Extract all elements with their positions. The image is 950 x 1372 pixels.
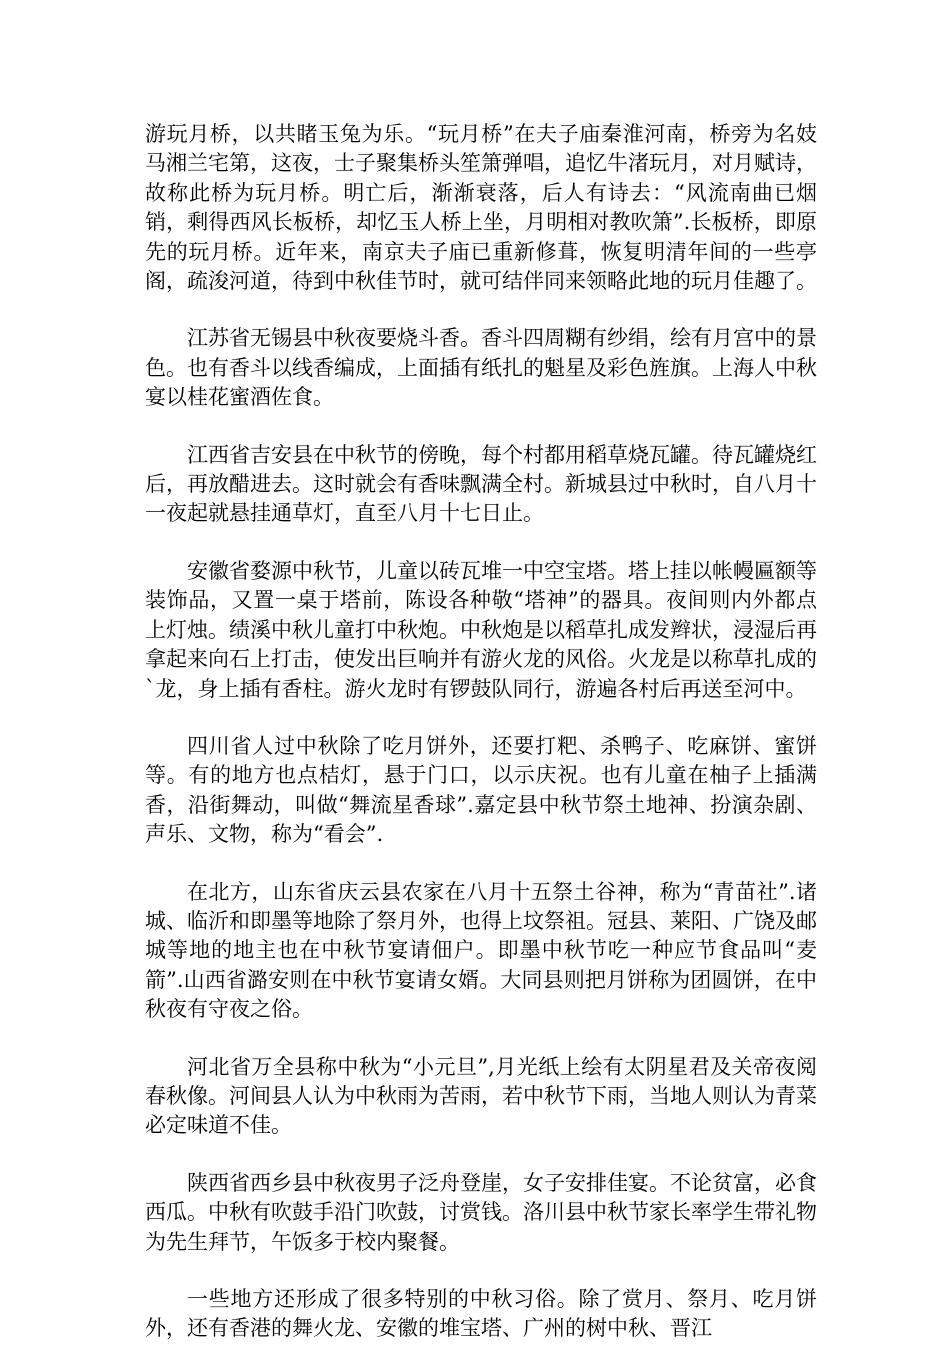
paragraph-special-customs: 一些地方还形成了很多特别的中秋习俗。除了赏月、祭月、吃月饼外，还有香港的舞火龙、安徽的堆宝塔、广州的树中秋、晋江 bbox=[145, 1287, 817, 1341]
paragraph-north-shandong-shanxi: 在北方，山东省庆云县农家在八月十五祭土谷神，称为“青苗社”.诸城、临沂和即墨等地除了祭月外，也得上坟祭祖。冠县、莱阳、广饶及邮城等地的地主也在中秋节宴请佃户。即墨中秋节吃一种应节食品叫“麦箭”.山西省潞安则在中秋节宴请女婿。大同县则把月饼称为团圆饼，在中秋夜有守夜之俗。 bbox=[145, 879, 817, 1022]
paragraph-jiangsu: 江苏省无锡县中秋夜要烧斗香。香斗四周糊有纱绢，绘有月宫中的景色。也有香斗以线香编成，上面插有纸扎的魁星及彩色旌旗。上海人中秋宴以桂花蜜酒佐食。 bbox=[145, 326, 817, 410]
paragraph-sichuan: 四川省人过中秋除了吃月饼外，还要打粑、杀鸭子、吃麻饼、蜜饼等。有的地方也点桔灯，悬于门口，以示庆祝。也有儿童在柚子上插满香，沿街舞动，叫做“舞流星香球”.嘉定县中秋节祭土地神、扮演杂剧、声乐、文物，称为“看会”. bbox=[145, 733, 817, 847]
paragraph-shaanxi: 陕西省西乡县中秋夜男子泛舟登崖，女子安排佳宴。不论贫富，必食西瓜。中秋有吹鼓手沿门吹鼓，讨赏钱。洛川县中秋节家长率学生带礼物为先生拜节，午饭多于校内聚餐。 bbox=[145, 1170, 817, 1254]
paragraph-continuation: 游玩月桥，以共睹玉兔为乐。“玩月桥”在夫子庙秦淮河南，桥旁为名妓马湘兰宅第，这夜，士子聚集桥头笙箫弹唱，追忆牛渚玩月，对月赋诗，故称此桥为玩月桥。明亡后，渐渐衰落，后人有诗去：“风流南曲已烟销，剩得西风长板桥，却忆玉人桥上坐，月明相对教吹箫”.长板桥，即原先的玩月桥。近年来，南京夫子庙已重新修葺，恢复明清年间的一些亭阁，疏浚河道，待到中秋佳节时，就可结伴同来领略此地的玩月佳趣了。 bbox=[145, 122, 817, 294]
paragraph-hebei: 河北省万全县称中秋为“小元旦”,月光纸上绘有太阴星君及关帝夜阅春秋像。河间县人认为中秋雨为苦雨，若中秋节下雨，当地人则认为青菜必定味道不佳。 bbox=[145, 1054, 817, 1138]
paragraph-anhui: 安徽省婺源中秋节，儿童以砖瓦堆一中空宝塔。塔上挂以帐幔匾额等装饰品，又置一桌于塔前，陈设各种敬“塔神”的器具。夜间则内外都点上灯烛。绩溪中秋儿童打中秋炮。中秋炮是以稻草扎成发辫状，浸湿后再拿起来向石上打击，使发出巨响并有游火龙的风俗。火龙是以称草扎成的`龙，身上插有香柱。游火龙时有锣鼓队同行，游遍各村后再送至河中。 bbox=[145, 558, 817, 701]
document-body bbox=[145, 120, 817, 1372]
paragraph-jiangxi: 江西省吉安县在中秋节的傍晚，每个村都用稻草烧瓦罐。待瓦罐烧红后，再放醋进去。这时就会有香味飘满全村。新城县过中秋时，自八月十一夜起就悬挂通草灯，直至八月十七日止。 bbox=[145, 442, 817, 526]
